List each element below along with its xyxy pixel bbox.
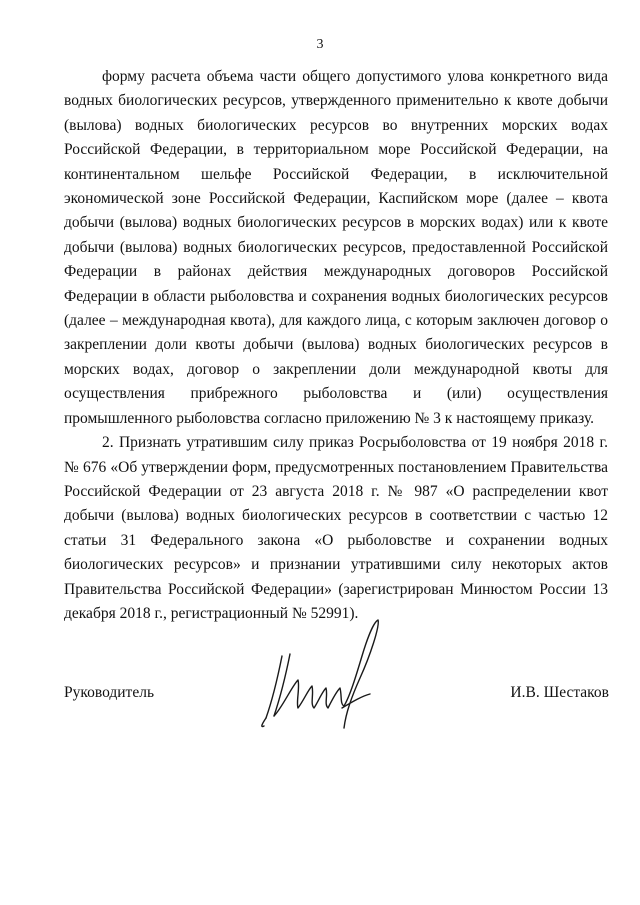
handwritten-signature — [252, 616, 402, 736]
paragraph-continued: форму расчета объема части общего допустимого улова конкретного вида водных биологических ресурсов, утвержденного применительно к квоте добычи (вылова) водных биологических ресурсов во внутренних морских водах Российской Федерации, в территориальном море Российской Федерации, на континентальном шельфе Российской Федерации, в исключительной экономической зоне Российской Федерации, Каспийском море (далее – квота добычи (вылова) водных биологических ресурсов в морских водах) или к квоте добычи (вылова) водных биологических ресурсов, предоставленной Российской Федерации в районах действия международных договоров Российской Федерации в области рыболовства и сохранения водных биологических ресурсов (далее – международная квота), для каждого лица, с которым заключен договор о закреплении доли квоты добычи (вылова) водных биологических ресурсов в морских водах, договор о закреплении доли международной квоты для осуществления прибрежного рыболовства и (или) осуществления промышленного рыболовства согласно приложению № 3 к настоящему приказу. — [64, 68, 608, 427]
page-number: 3 — [316, 37, 324, 52]
signer-name: И.В. Шестаков — [510, 684, 609, 701]
signature-block — [64, 640, 609, 750]
document-body — [64, 65, 608, 626]
paragraph-2: 2. Признать утратившим силу приказ Росрыболовства от 19 ноября 2018 г. № 676 «Об утверждении форм, предусмотренных постановлением Правительства Российской Федерации от 23 августа 2018 г. № 987 «О распределении квот добычи (вылова) водных биологических ресурсов в соответствии с частью 12 статьи 31 Федерального закона «О рыболовстве и сохранении водных биологических ресурсов» и признании утратившими силу некоторых актов Правительства Российской Федерации» (зарегистрирован Минюстом России 13 декабря 2018 г., регистрационный № 52991). — [64, 434, 608, 622]
signer-role: Руководитель — [64, 684, 155, 701]
